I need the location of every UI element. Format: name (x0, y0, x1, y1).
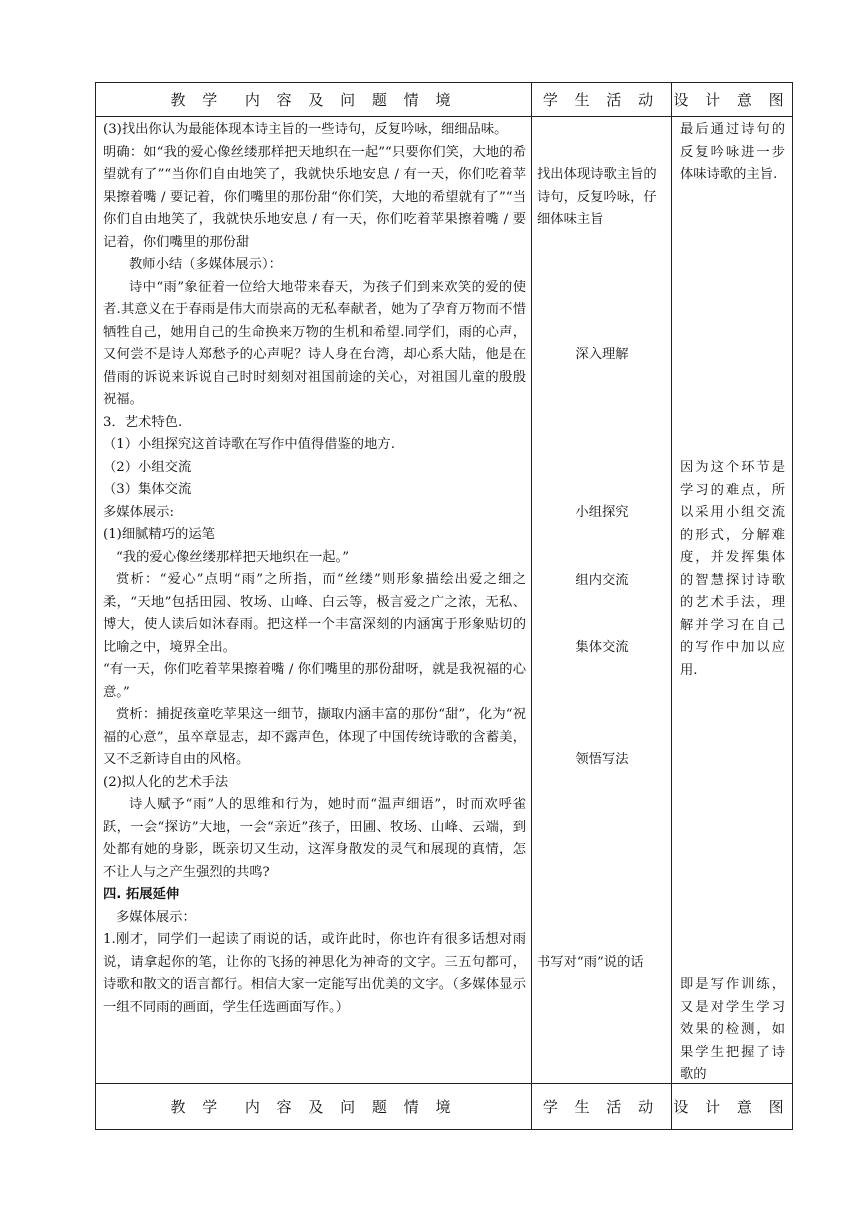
content-paragraph: 赏析：捕捉孩童吃苹果这一细节，撷取内涵丰富的那份“甜”，化为“祝福的心意”，虽卒章显志，却不露声色，体现了中国传统诗歌的含蓄美，又不乏新诗自由的风格。 (103, 707, 526, 767)
lesson-table (95, 82, 793, 1130)
footer-intent: 设 计 意 图 (673, 1098, 790, 1116)
content-quote: “我的爱心像丝缕那样把天地织在一起。” (116, 549, 349, 565)
activity-item: 集体交流 (575, 640, 629, 655)
content-paragraph: 教师小结（多媒体展示）： (129, 257, 282, 272)
intent-item: 因为这个环节是学习的难点，所以采用小组交流的形式，分解难度，并发挥集体的智慧探讨诗歌的艺术手法，理解并学习在自己的写作中加以应用. (680, 460, 785, 678)
header-content: 教 学 内 容 及 问 题 情 境 (170, 91, 457, 109)
content-paragraph: (3)找出你认为最能体现本诗主旨的一些诗句，反复吟咏，细细品味。 (103, 122, 508, 137)
content-paragraph: 多媒体展示: (103, 504, 174, 520)
activity-item: 书写对“雨”说的话 (537, 955, 644, 970)
content-paragraph: （3）集体交流 (103, 482, 192, 497)
content-quote: “有一天，你们吃着苹果擦着嘴 / 你们嘴里的那份甜呀，就是我祝福的心意。” (103, 662, 526, 700)
content-paragraph: （1）小组探究这首诗歌在写作中值得借鉴的地方. (103, 437, 395, 452)
content-paragraph: (1)细腻精巧的运笔 (103, 527, 215, 542)
content-paragraph: 赏析：“爱心”点明“雨”之所指，而“丝缕”则形象描绘出爱之细之柔，“天地”包括田园、牧场、山峰、白云等，极言爱之广之浓，无私、博大，使人读后如沐春雨。把这样一个丰富深刻的内涵寓于形象贴切的比喻之中，境界全出。 (103, 572, 526, 655)
footer-content: 教 学 内 容 及 问 题 情 境 (170, 1098, 457, 1116)
header-activity: 学 生 活 动 (542, 91, 660, 109)
activity-item: 深入理解 (575, 347, 629, 362)
content-paragraph: 明确：如“我的爱心像丝缕那样把天地织在一起”“只要你们笑，大地的希望就有了”“当你们自由地笑了，我就快乐地安息 / 有一天，你们吃着苹果擦着嘴 / 要记着，你们嘴里的那份甜“你们笑，大地的希望就有了”“当你们自由地笑了，我就快乐地安息 / 有一天，你们吃着苹果擦着嘴 / 要记着，你们嘴里的那份甜 (103, 144, 526, 250)
header-intent: 设 计 意 图 (673, 91, 790, 109)
content-column (103, 119, 526, 1019)
table-header-row (96, 83, 792, 117)
content-paragraph: 多媒体展示： (116, 909, 196, 925)
content-paragraph: 3．艺术特色. (103, 414, 183, 430)
table-body-row (96, 117, 792, 1083)
content-paragraph: 诗中“雨”象征着一位给大地带来春天，为孩子们到来欢笑的爱的使者.其意义在于春雨是伟大而崇高的无私奉献者，她为了孕育万物而不惜牺牲自己，她用自己的生命换来万物的生机和希望.同学们，雨的心声，又何尝不是诗人郑愁予的心声呢？诗人身在台湾，却心系大陆，他是在借雨的诉说来诉说自己时时刻刻对祖国前途的关心，对祖国儿童的殷殷祝福。 (103, 279, 526, 407)
footer-activity: 学 生 活 动 (542, 1098, 660, 1116)
activity-item: 领悟写法 (575, 752, 629, 767)
intent-item: 最后通过诗句的反复吟咏进一步体味诗歌的主旨. (680, 122, 785, 182)
section-heading: 四. 拓展延伸 (103, 887, 180, 902)
intent-item: 即是写作训练，又是对学生学习效果的检测，如果学生把握了诗歌的 (680, 977, 785, 1082)
content-paragraph: （2）小组交流 (103, 459, 192, 475)
table-footer-row (96, 1083, 792, 1129)
content-paragraph: (2)拟人化的艺术手法 (103, 774, 229, 790)
activity-item: 组内交流 (575, 573, 629, 588)
content-paragraph: 诗人赋予“雨”人的思维和行为，她时而“温声细语”，时而欢呼雀跃，一会“探访”大地，一会“亲近”孩子，田圃、牧场、山峰、云端，到处都有她的身影，既亲切又生动，这浑身散发的灵气和展现的真情，怎不让人与之产生强烈的共鸣? (103, 797, 526, 880)
content-paragraph: 1.刚才，同学们一起读了雨说的话，或许此时，你也许有很多话想对雨说，请拿起你的笔，让你的飞扬的神思化为神奇的文字。三五句都可，诗歌和散文的语言都行。相信大家一定能写出优美的文字。（多媒体显示一组不同雨的画面，学生任选画面写作。） (103, 932, 526, 1015)
activity-item: 找出体现诗歌主旨的诗句，反复吟咏，仔细体味主旨 (537, 167, 657, 227)
activity-item: 小组探究 (575, 505, 629, 520)
